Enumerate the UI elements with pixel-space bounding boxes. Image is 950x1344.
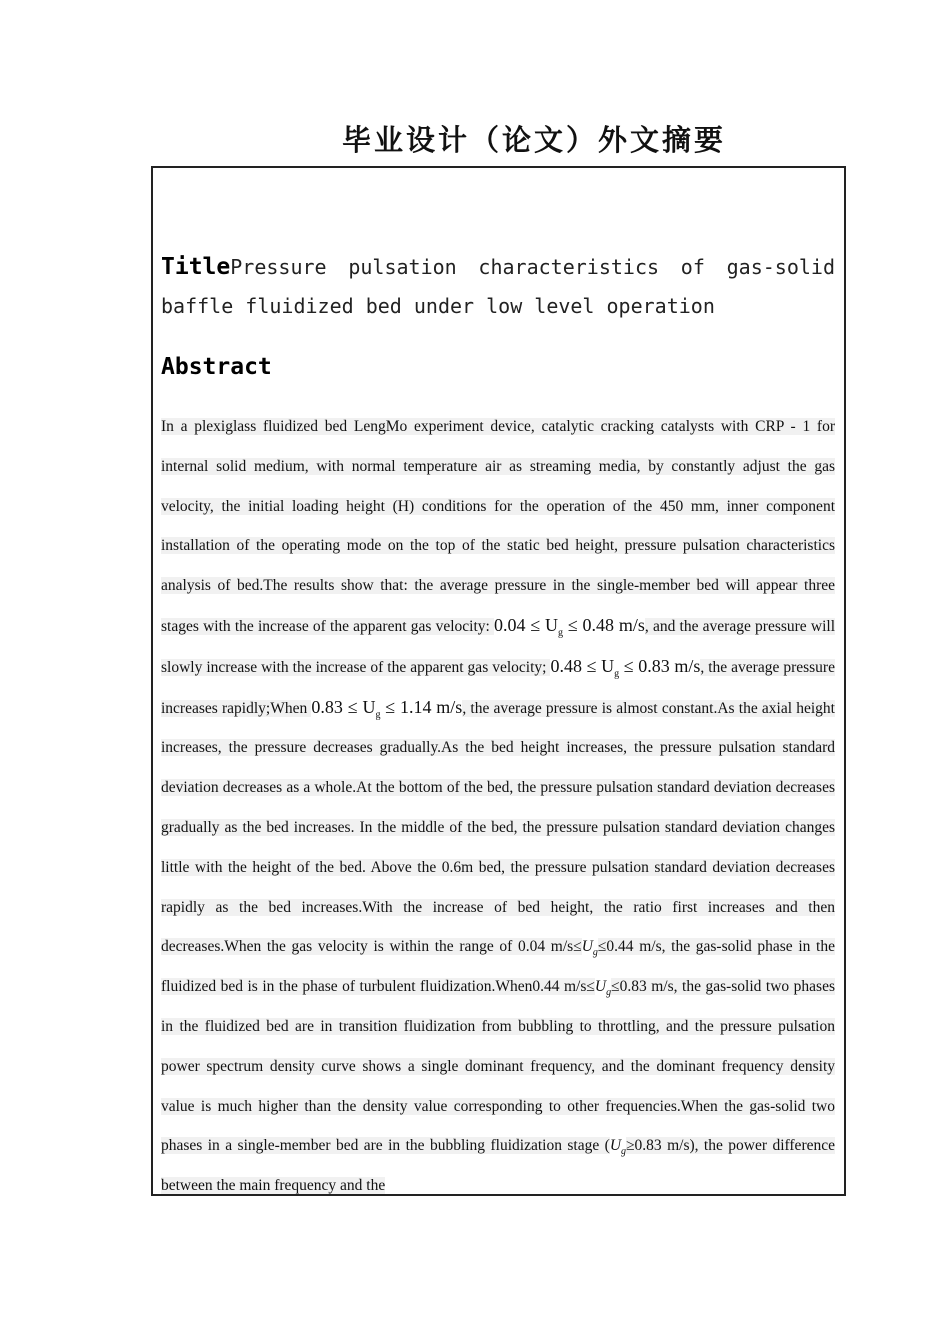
abstract-text-5: ≤0.44 m/s, the gas-solid phase in the fluidized bed is in the phase of turbulent fluidization.When0.44 m/s≤ [161,938,835,996]
abstract-text-7: ≥0.83 m/s), the power difference between the main frequency and the [161,1137,835,1195]
abstract-text-3: , the average pressure increases rapidly;When [161,658,835,717]
symbol-ug: $U_g$ [581,938,598,959]
title-block [161,248,835,326]
abstract-heading: Abstract [161,354,272,380]
velocity-range-3: $0.83 \le U_g \le 1.14$ m/s [311,696,463,721]
symbol-ug: $U_g$ [609,1137,627,1158]
abstract-text-2: , and the average pressure will slowly increase with the increase of the apparent gas velocity; [161,617,835,676]
abstract-body [161,407,835,1196]
velocity-range-1: $0.04 \le U_g \le 0.48$ m/s [494,614,645,639]
abstract-text-4: , the average pressure is almost constant.As the axial height increases, the pressure decreases gradually.As the bed height increases, the pressure pulsation standard deviation decreases as a whole.At the bottom of the bed, the pressure pulsation standard deviation decreases gradually as the bed increases. In the middle of the bed, the pressure pulsation standard deviation changes little with the height of the bed. Above the 0.6m bed, the pressure pulsation standard deviation decreases rapidly as the bed increases.With the increase of bed height, the ratio first increases and then decreases.When the gas velocity is within the range of 0.04 m/s≤ [161,699,835,956]
abstract-text-6: ≤0.83 m/s, the gas-solid two phases in the fluidized bed are in transition fluidization from bubbling to throttling, and the pressure pulsation power spectrum density curve shows a single dominant frequency, and the dominant frequency density value is much higher than the density value corresponding to other frequencies.When the gas-solid two phases in a single-member bed are in the bubbling fluidization stage ( [161,978,836,1155]
abstract-table [151,166,846,1196]
page-title: 毕业设计（论文）外文摘要 [341,123,726,157]
abstract-text-1: In a plexiglass fluidized bed LengMo experiment device, catalytic cracking catalysts with CRP - 1 for internal solid medium, with normal temperature air as streaming media, by constantly adjust the gas velocity, the initial loading height (H) conditions for the operation of the 450 mm, inner component installation of the operating mode on the top of the static bed height, pressure pulsation characteristics analysis of bed.The results show that: the average pressure in the single-member bed will appear three stages with the increase of the apparent gas velocity: [161,418,835,635]
title-text: Pressure pulsation characteristics of gas-solid baffle fluidized bed under low level operation [161,255,835,318]
velocity-range-2: $0.48 \le U_g \le 0.83$ m/s [550,655,701,680]
title-label: Title [161,254,231,280]
symbol-ug: $U_g$ [594,978,612,999]
